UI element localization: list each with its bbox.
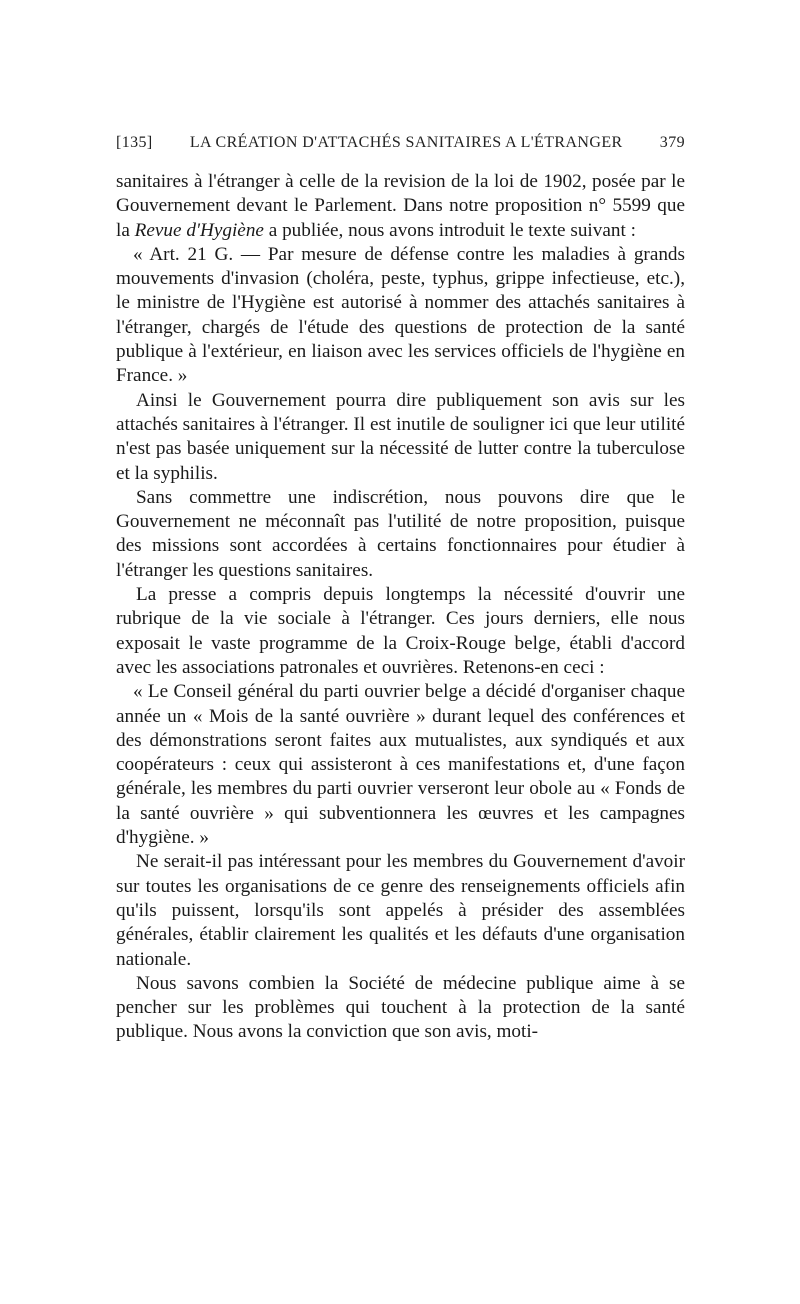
journal-title: Revue d'Hygiène: [134, 219, 264, 241]
running-title: LA CRÉATION D'ATTACHÉS SANITAIRES A L'ÉTRANGER: [189, 134, 623, 151]
page-number: 379: [659, 134, 685, 151]
paragraph-7: Ne serait-il pas intéressant pour les membres du Gouvernement d'avoir sur toutes les organisations de ce genre des renseignements officiels afin qu'ils puissent, lorsqu'ils sont appelés à présider des assemblées générales, établir clairement les qualités et les défauts d'une organisation nationale.: [116, 851, 685, 970]
paragraph-1: [116, 170, 685, 243]
section-number: [135]: [116, 134, 153, 151]
text-run: a publiée, nous avons introduit le texte suivant :: [263, 219, 636, 241]
quoted-press-excerpt: « Le Conseil général du parti ouvrier belge a décidé d'organiser chaque année un « Mois de la santé ouvrière » durant lequel des conférences et des démonstrations seront faites aux mutualistes, aux syndiqués et aux coopérateurs : ceux qui assisteront à ces manifestations et, d'une façon générale, les membres du parti ouvrier verseront leur obole au « Fonds de la santé ouvrière » qui subventionnera les œuvres et les campagnes d'hygiène. »: [116, 681, 685, 849]
text-run: sanitaires à l'étranger à celle de la revision de la loi de 1902, posée par le Gouvernement devant le Parlement. Dans notre proposition n° 5599 que la: [116, 171, 685, 241]
quoted-article: « Art. 21 G. — Par mesure de défense contre les maladies à grands mouvements d'invasion (choléra, peste, typhus, grippe infectieuse, etc.), le ministre de l'Hygiène est autorisé à nommer des attachés sanitaires à l'étranger, chargés de l'étude des questions de protection de la santé publique à l'extérieur, en liaison avec les services officiels de l'hygiène en France. »: [116, 243, 685, 387]
paragraph-3: Ainsi le Gouvernement pourra dire publiquement son avis sur les attachés sanitaires à l'étranger. Il est inutile de souligner ici que leur utilité n'est pas basée uniquement sur la nécessité de lutter contre la tuberculose et la syphilis.: [116, 389, 685, 484]
body-text: [116, 170, 685, 1045]
paragraph-4: Sans commettre une indiscrétion, nous pouvons dire que le Gouvernement ne méconnaît pas l'utilité de notre proposition, puisque des missions sont accordées à certains fonctionnaires pour étudier à l'étranger les questions sanitaires.: [116, 486, 685, 581]
paragraph-5: La presse a compris depuis longtemps la nécessité d'ouvrir une rubrique de la vie sociale à l'étranger. Ces jours derniers, elle nous exposait le vaste programme de la Croix-Rouge belge, établi d'accord avec les associations patronales et ouvrières. Retenons-en ceci :: [116, 584, 685, 678]
running-header: [116, 134, 685, 162]
paragraph-8: Nous savons combien la Société de médecine publique aime à se pencher sur les problèmes qui touchent à la protection de la santé publique. Nous avons la conviction que son avis, moti-: [116, 972, 685, 1043]
